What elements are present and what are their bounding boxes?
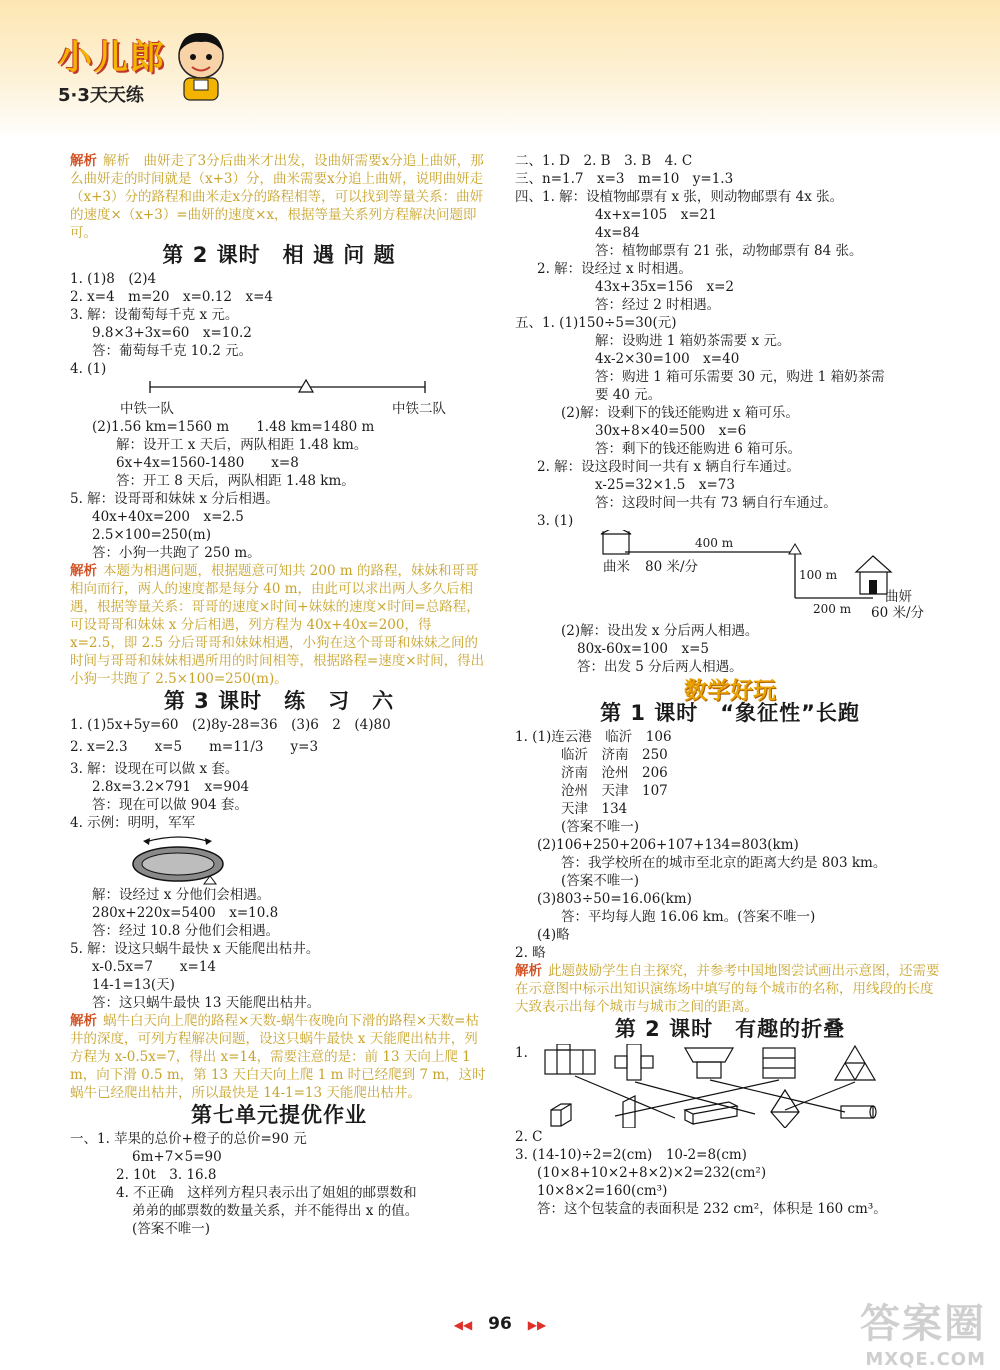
answer-line: 2. x=2.3 x=5 m=11/3 y=3 xyxy=(70,739,319,755)
answer-line: 答：剩下的钱还能购进 6 箱可乐。 xyxy=(595,441,802,457)
speed-label: 80 米/分 xyxy=(645,559,699,575)
answer-line: 三、n=1.7 x=3 m=10 y=1.3 xyxy=(515,171,734,187)
answer-line: 1. (1)8 (2)4 xyxy=(70,271,157,287)
answer-line: 答：购进 1 箱可乐需要 30 元，购进 1 箱奶茶需 xyxy=(595,369,885,385)
answer-line: 答：这只蜗牛最快 13 天能爬出枯井。 xyxy=(92,995,321,1011)
right-column xyxy=(515,152,945,1218)
answer-line: 2. x=4 m=20 x=0.12 x=4 xyxy=(70,289,273,305)
answer-line: 4. 示例：明明，军军 xyxy=(70,815,196,831)
answer-line: 答：经过 10.8 分他们会相遇。 xyxy=(92,923,280,939)
person-label: 曲米 xyxy=(603,559,630,575)
answer-line: 10×8×2=160(cm³) xyxy=(537,1183,668,1199)
answer-line: 答：开工 8 天后，两队相距 1.48 km。 xyxy=(116,473,355,489)
answer-line: 4x-2×30=100 x=40 xyxy=(595,351,740,367)
team-labels xyxy=(70,400,488,418)
answer-line: 四、1. 解：设植物邮票有 x 张，则动物邮票有 4x 张。 xyxy=(515,189,844,205)
page-footer xyxy=(0,1314,1000,1334)
answer-line: 解：设经过 x 分他们会相遇。 xyxy=(92,887,271,903)
answer-line: (答案不唯一) xyxy=(132,1221,211,1237)
answer-line: 答：葡萄每千克 10.2 元。 xyxy=(92,343,253,359)
answer-line: 沧州 天津 107 xyxy=(561,783,668,799)
route-diagram xyxy=(515,530,945,622)
answer-line: 3. (14-10)÷2=2(cm) 10-2=8(cm) xyxy=(515,1147,747,1163)
explanation-text: 解析 蜗牛白天向上爬的路程×天数-蜗牛夜晚向下滑的路程×天数=枯井的深度，可列方程解决问题，设这只蜗牛最快 x 天能爬出枯井，列方程为 x-0.5x=7，得出 x=14，需要注意的是：前 13 天向上爬 1 m，向下滑 0.5 m，第 13 天白天向上爬 1 m 时已经爬到 7 m，这时蜗牛已经爬出枯井，所以最快是 14-1=13 天能爬出枯井。 xyxy=(70,1013,486,1101)
explanation-text: 解析 本题为相遇问题，根据题意可知共 200 m 的路程，妹妹和哥哥相向而行，两人的速度都是每分 40 m，由此可以求出两人多久后相遇，根据等量关系：哥哥的速度×时间+妹妹的速度×时间=总路程，可设哥哥和妹妹 x 分后相遇，列方程为 40x+40x=200，得 x=2.5，即 2.5 分后哥哥和妹妹相遇，小狗在这个哥哥和妹妹之间的时间与哥哥和妹妹相遇所用的时间相等，根据路程=速度×时间，得出小狗一共跑了 2.5×100=250(m)。 xyxy=(70,563,485,687)
answer-line: (2)解：设出发 x 分后两人相遇。 xyxy=(561,623,759,639)
section-title: 第 3 课时 练 习 六 xyxy=(163,689,395,713)
watermark-url: MXQE.COM xyxy=(865,1349,986,1370)
answer-line: 2. 解：设这段时间一共有 x 辆自行车通过。 xyxy=(537,459,800,475)
segment-diagram xyxy=(70,378,488,400)
answer-line: (2)106+250+206+107+134=803(km) xyxy=(537,837,799,853)
answer-line: 二、1. D 2. B 3. B 4. C xyxy=(515,153,693,169)
answer-line: 4. 不正确 这样列方程只表示出了姐姐的邮票数和 xyxy=(116,1185,417,1201)
team-two-label: 中铁二队 xyxy=(392,401,446,417)
answer-line: 解：设开工 x 天后，两队相距 1.48 km。 xyxy=(116,437,368,453)
answer-line: 2.8x=3.2×791 x=904 xyxy=(92,779,250,795)
answer-line: 6x+4x=1560-1480 x=8 xyxy=(116,455,299,471)
answer-line: 答：小狗一共跑了 250 m。 xyxy=(92,545,261,561)
answer-line: 要 40 元。 xyxy=(595,387,662,403)
answer-line: 4x+x=105 x=21 xyxy=(595,207,717,223)
answer-line: 2. C xyxy=(515,1129,543,1145)
segment-line-icon xyxy=(70,378,488,400)
distance-label: 400 m xyxy=(695,536,734,550)
answer-line: 4x=84 xyxy=(595,225,640,241)
answer-line: 5. 解：设这只蜗牛最快 x 天能爬出枯井。 xyxy=(70,941,320,957)
answer-line: (答案不唯一) xyxy=(561,819,640,835)
answer-line: 解：设购进 1 箱奶茶需要 x 元。 xyxy=(595,333,791,349)
prev-page-icon[interactable]: ◀◀ xyxy=(453,1318,473,1332)
answer-line: 6m+7×5=90 xyxy=(132,1149,222,1165)
explanation-text: 解析 解析 曲妍走了3分后曲米才出发，设曲妍需要x分追上曲妍，那么曲妍走的时间就是（x+3）分，曲米需要x分追上曲妍，说明曲妍走（x+3）分的路程和曲米走x分的路程相等，可以找到等量关系：曲妍的速度×（x+3）=曲妍的速度×x，根据等量关系列方程解决问题即可。 xyxy=(70,153,484,241)
answer-line: 答：平均每人跑 16.06 km。(答案不唯一) xyxy=(561,909,816,925)
answer-line: 答：这个包装盒的表面积是 232 cm²，体积是 160 cm³。 xyxy=(537,1201,887,1217)
person-label: 曲妍 xyxy=(885,589,912,605)
answer-line: 答：这段时间一共有 73 辆自行车通过。 xyxy=(595,495,837,511)
section-title: 第 1 课时 “象征性”长跑 xyxy=(600,701,860,725)
answer-line: (答案不唯一) xyxy=(561,873,640,889)
answer-line: 43x+35x=156 x=2 xyxy=(595,279,734,295)
distance-label: 200 m xyxy=(813,602,852,616)
watermark-main: 答案圈 xyxy=(860,1301,986,1347)
answer-line: 5. 解：设哥哥和妹妹 x 分后相遇。 xyxy=(70,491,279,507)
answer-line: (4)略 xyxy=(537,927,570,943)
left-column xyxy=(70,152,488,1238)
brand-logo xyxy=(58,30,166,107)
answer-line: x-0.5x=7 x=14 xyxy=(92,959,217,975)
answer-line: 3. 解：设葡萄每千克 x 元。 xyxy=(70,307,239,323)
answer-line: (2)1.56 km=1560 m 1.48 km=1480 m xyxy=(92,419,375,435)
answer-line: 2. 略 xyxy=(515,945,546,961)
folding-nets-icon xyxy=(515,1044,945,1128)
answer-line: 答：经过 2 时相遇。 xyxy=(595,297,721,313)
answer-line: 2. 解：设经过 x 时相遇。 xyxy=(537,261,692,277)
answer-line: 答：植物邮票有 21 张，动物邮票有 84 张。 xyxy=(595,243,863,259)
section-title: 第 2 课时 相 遇 问 题 xyxy=(162,243,396,267)
logo-title: 小儿郎 xyxy=(58,38,166,78)
answer-line: 4. (1) xyxy=(70,361,107,377)
answer-line: 9.8×3+3x=60 x=10.2 xyxy=(92,325,252,341)
answer-line: 2.5×100=250(m) xyxy=(92,527,211,543)
track-oval-icon xyxy=(70,832,488,886)
answer-line: 40x+40x=200 x=2.5 xyxy=(92,509,244,525)
answer-line: 天津 134 xyxy=(561,801,628,817)
answer-line: (2)解：设剩下的钱还能购进 x 箱可乐。 xyxy=(561,405,799,421)
explanation-text: 解析 此题鼓励学生自主探究，并参考中国地图尝试画出示意图，还需要在示意图中标示出知识演练场中填写的每个城市的名称，用线段的长度大致表示出每个城市与城市之间的距离。 xyxy=(515,963,940,1015)
speed-label: 60 米/分 xyxy=(871,605,925,621)
answer-line: 1. (1)连云港 临沂 106 xyxy=(515,729,672,745)
answer-line: 济南 沧州 206 xyxy=(561,765,668,781)
answer-line: (10×8+10×2+8×2)×2=232(cm²) xyxy=(537,1165,767,1181)
answer-line: 答：我学校所在的城市至北京的距离大约是 803 km。 xyxy=(561,855,887,871)
answer-line: 1. xyxy=(515,1045,528,1061)
answer-line: 临沂 济南 250 xyxy=(561,747,668,763)
answer-line: 280x+220x=5400 x=10.8 xyxy=(92,905,279,921)
answer-line: 1. (1)5x+5y=60 (2)8y-28=36 (3)6 2 (4)80 xyxy=(70,717,391,733)
team-one-label: 中铁一队 xyxy=(120,401,174,417)
answer-line: 答：现在可以做 904 套。 xyxy=(92,797,248,813)
answer-line: 3. 解：设现在可以做 x 套。 xyxy=(70,761,239,777)
fun-math-title: 数学好玩 xyxy=(684,678,776,704)
page-number: 96 xyxy=(488,1314,512,1334)
logo-subtitle: 5·3天天练 xyxy=(58,85,144,106)
next-page-icon[interactable]: ▶▶ xyxy=(527,1318,547,1332)
answer-line: 3. (1) xyxy=(537,513,574,529)
answer-line: x-25=32×1.5 x=73 xyxy=(595,477,735,493)
answer-line: 答：出发 5 分后两人相遇。 xyxy=(577,659,743,675)
answer-line: 30x+8×40=500 x=6 xyxy=(595,423,747,439)
answer-line: 五、1. (1)150÷5=30(元) xyxy=(515,315,677,331)
answer-line: 弟弟的邮票数的数量关系，并不能得出 x 的值。 xyxy=(132,1203,419,1219)
mascot-boy-icon xyxy=(170,28,232,102)
answer-line: 14-1=13(天) xyxy=(92,977,175,993)
distance-label: 100 m xyxy=(799,568,838,582)
answer-line: 80x-60x=100 x=5 xyxy=(577,641,710,657)
answer-line: 2. 10t 3. 16.8 xyxy=(116,1167,217,1183)
answer-line: 一、1. 苹果的总价+橙子的总价=90 元 xyxy=(70,1131,307,1147)
section-title: 第 2 课时 有趣的折叠 xyxy=(614,1017,846,1041)
section-title: 第七单元提优作业 xyxy=(191,1103,367,1127)
answer-line: (3)803÷50=16.06(km) xyxy=(537,891,692,907)
watermark xyxy=(860,1292,986,1370)
